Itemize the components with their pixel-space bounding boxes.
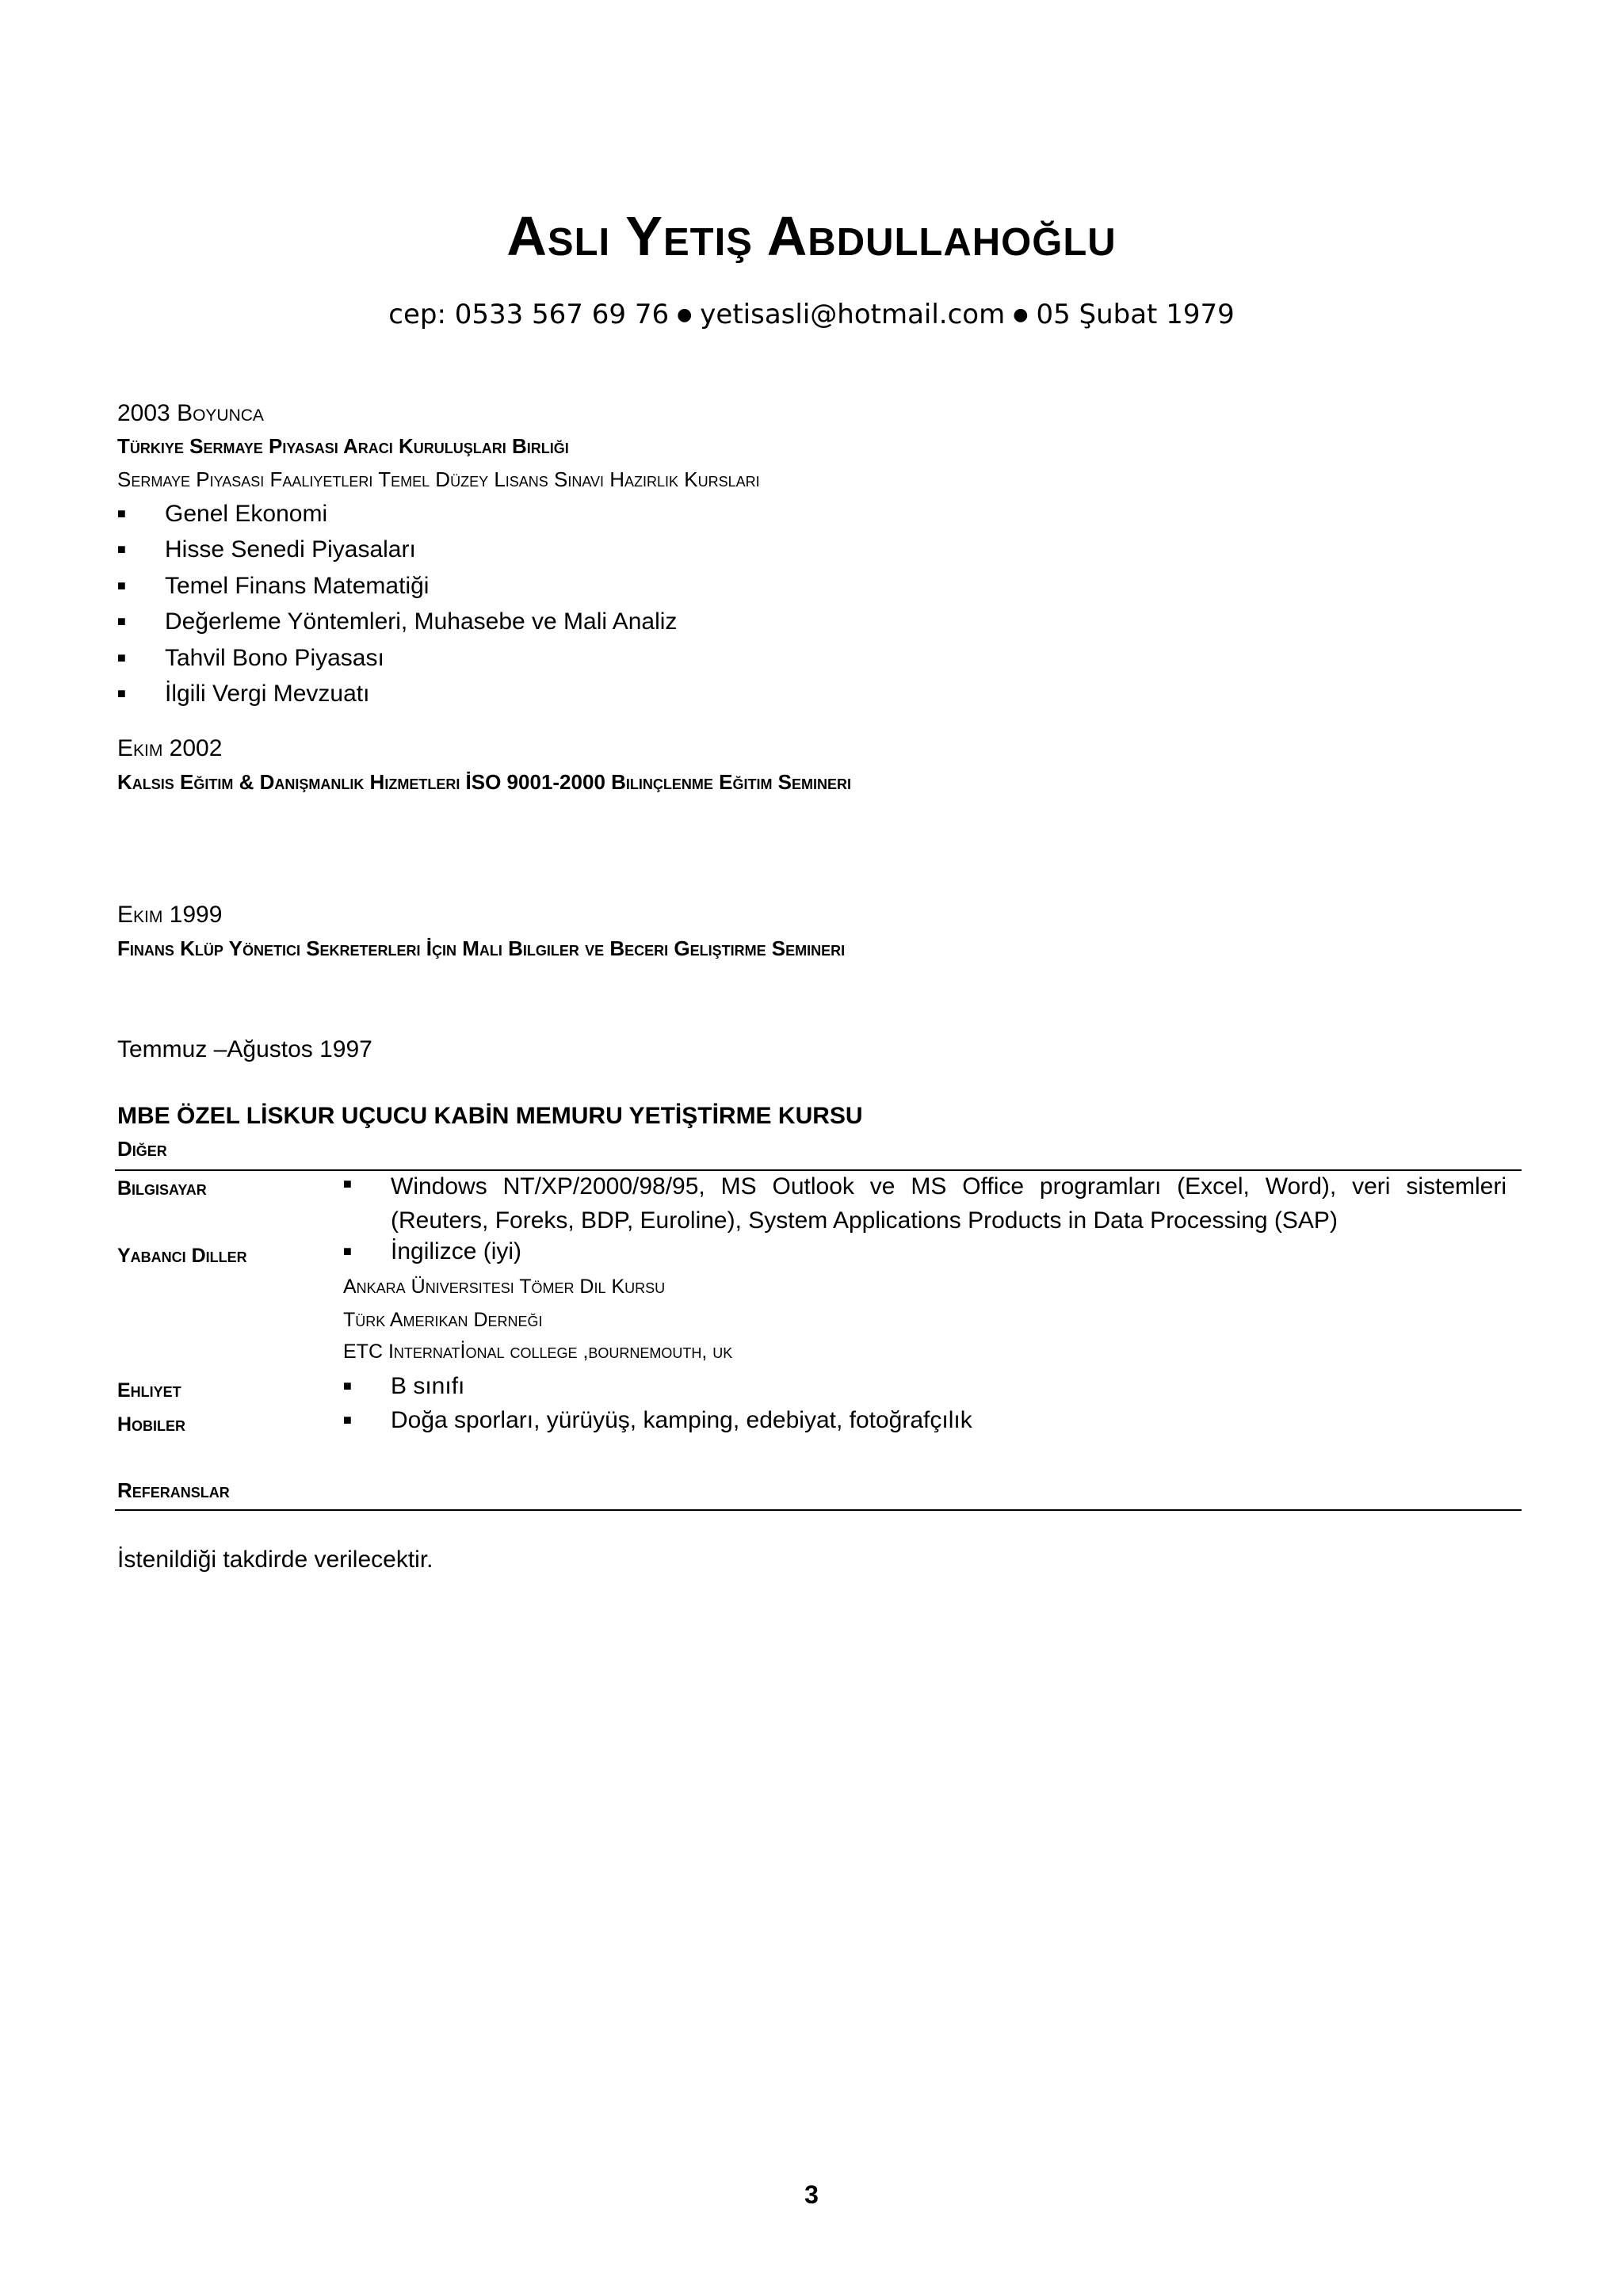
bullet-icon: ■	[117, 505, 126, 521]
language-school: ETC Internatİonal college ,bournemouth, uk	[343, 1341, 733, 1363]
label-hobbies: Hobiler	[117, 1413, 186, 1436]
section-heading-other: Diğer	[117, 1137, 167, 1161]
entry-title: Kalsis Eğitim & Danışmanlık Hizmetleri İSO 9001-2000 Bilinçlenme Eğitim Semineri	[117, 770, 852, 794]
label-license: Ehliyet	[117, 1379, 181, 1402]
email: yetisasli@hotmail.com	[700, 299, 1006, 330]
separator-dot: ●	[1013, 305, 1029, 325]
license-item: ■ B sınıfı	[343, 1373, 465, 1399]
bullet-icon: ■	[117, 649, 126, 666]
bullet-icon: ■	[343, 1412, 352, 1428]
language-school: Ankara Üniversitesi Tömer Dil Kursu	[343, 1276, 666, 1298]
section-divider	[115, 1509, 1522, 1511]
entry-title: MBE ÖZEL LİSKUR UÇUCU KABİN MEMURU YETİŞTİRME KURSU	[117, 1103, 863, 1129]
language-item: ■ İngilizce (iyi)	[343, 1238, 522, 1264]
language-school: Türk Amerikan Derneği	[343, 1309, 543, 1331]
separator-dot: ●	[677, 305, 693, 325]
birth-date: 05 Şubat 1979	[1036, 299, 1235, 330]
list-item: ■ İlgili Vergi Mevzuatı	[117, 677, 677, 713]
hobbies-item: ■ Doğa sporları, yürüyüş, kamping, edebiyat, fotoğrafçılık	[343, 1407, 972, 1433]
bullet-icon: ■	[117, 541, 126, 558]
list-item: ■ Temel Finans Matematiği	[117, 570, 677, 605]
section-heading-references: Referanslar	[117, 1478, 230, 1502]
entry-title: Finans Klüp Yönetici Sekreterleri İçin Mali Bilgiler ve Beceri Geliştirme Semineri	[117, 936, 846, 960]
entry-date: Temmuz –Ağustos 1997	[117, 1036, 372, 1062]
bullet-icon: ■	[343, 1243, 352, 1259]
bullet-icon: ■	[117, 577, 126, 593]
entry-date: Ekim 1999	[117, 902, 223, 928]
computer-skills: Windows NT/XP/2000/98/95, MS Outlook ve MS Office programları (Excel, Word), veri sistemleri (Reuters, Foreks, BDP, Euroline), System Applications Products in Data Processing (SAP)	[391, 1173, 1507, 1234]
list-item: ■ Tahvil Bono Piyasası	[117, 642, 677, 677]
candidate-name: Aslı Yetiş Abdullahoğlu	[506, 205, 1117, 267]
bullet-icon: ■	[343, 1176, 352, 1192]
label-computer: Bilgisayar	[117, 1177, 207, 1199]
label-languages: Yabancı Diller	[117, 1245, 247, 1267]
list-item: ■ Değerleme Yöntemleri, Muhasebe ve Mali Analiz	[117, 605, 677, 641]
entry-program: Sermaye Piyasası Faaliyetleri Temel Düzey Lisans Sınavı Hazırlık Kursları	[117, 467, 760, 491]
list-item: ■ Genel Ekonomi	[117, 498, 677, 533]
references-text: İstenildiği takdirde verilecektir.	[117, 1547, 433, 1573]
subject-list	[117, 498, 677, 713]
contact-line	[0, 299, 1623, 330]
entry-date: Ekim 2002	[117, 735, 223, 761]
phone: cep: 0533 567 69 76	[388, 299, 670, 330]
bullet-icon: ■	[343, 1378, 352, 1394]
entry-date: 2003 Boyunca	[117, 400, 264, 426]
entry-institution: Türkiye Sermaye Piyasası Aracı Kuruluşları Birliği	[117, 434, 569, 458]
bullet-icon: ■	[117, 685, 126, 702]
list-item: ■ Hisse Senedi Piyasaları	[117, 533, 677, 569]
bullet-icon: ■	[117, 613, 126, 630]
page-number: 3	[804, 2180, 819, 2209]
